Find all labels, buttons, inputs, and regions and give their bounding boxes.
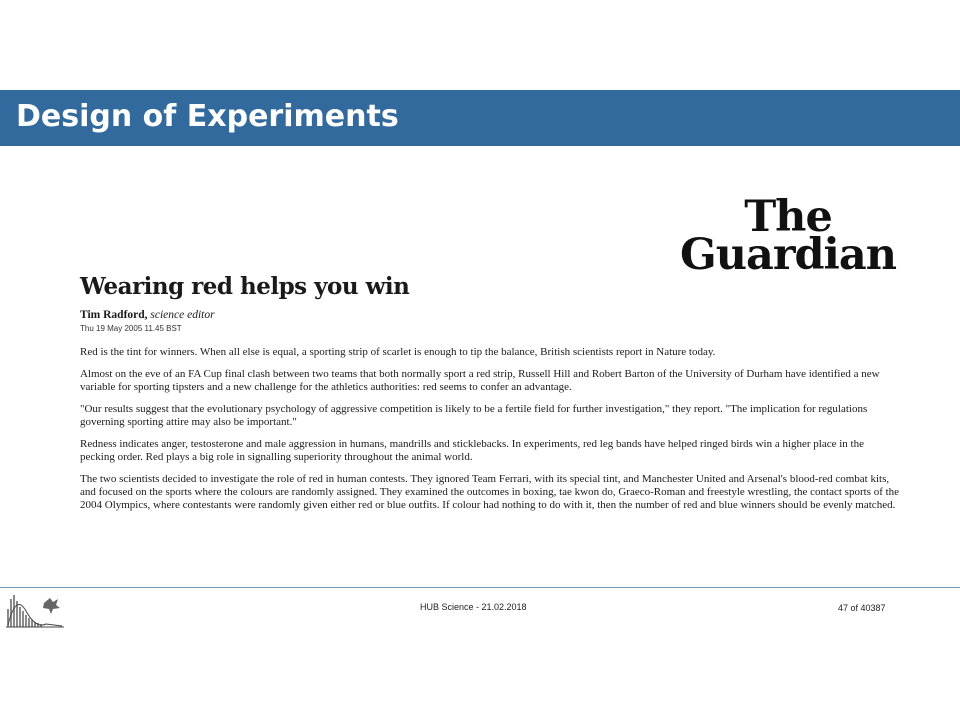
- article: [80, 272, 900, 521]
- slide-title: Design of Experiments: [16, 99, 399, 134]
- title-bar: [0, 90, 960, 146]
- article-paragraph-5: The two scientists decided to investigate the role of red in human contests. They ignored Team Ferrari, with its special tint, and Manchester United and Arsenal's blood-red combat kits, and focused on the sports where the colours are randomly assigned. They examined the outcomes in boxing, tae kwon do, Graeco-Roman and freestyle wrestling, the contact sports of the 2004 Olympics, where contestants were randomly given either red or blue outfits. If colour had nothing to do with it, then the number of red and blue winners should be evenly matched.: [80, 473, 900, 511]
- article-author-role: science editor: [150, 309, 215, 321]
- footer-divider: [0, 587, 960, 588]
- footer-page-number: 47 of 40387: [838, 603, 886, 613]
- article-paragraph-1: Red is the tint for winners. When all else is equal, a sporting strip of scarlet is enough to tip the balance, British scientists report in Nature today.: [80, 346, 716, 358]
- article-paragraph-2: Almost on the eve of an FA Cup final clash between two teams that both normally sport a red strip, Russell Hill and Robert Barton of the University of Durham have identified a new variable for sporting tipsters and a new challenge for the athletics authorities: red seems to confer an advantage.: [80, 368, 880, 393]
- article-headline: Wearing red helps you win: [80, 273, 410, 300]
- article-byline: [80, 308, 900, 323]
- article-author: Tim Radford,: [80, 309, 148, 321]
- article-paragraph-3: "Our results suggest that the evolutionary psychology of aggressive competition is likely to be a fertile field for further investigation," they report. "The implication for regulations governing sporting attire may also be important.": [80, 403, 868, 428]
- logo-line-1: The: [744, 192, 832, 242]
- footer-event-date: HUB Science - 21.02.2018: [420, 602, 527, 612]
- histogram-logo-icon: [6, 591, 64, 634]
- article-date: Thu 19 May 2005 11.45 BST: [80, 324, 182, 333]
- guardian-logo: [676, 192, 900, 280]
- logo-line-2: Guardian: [679, 230, 897, 280]
- article-paragraph-4: Redness indicates anger, testosterone and male aggression in humans, mandrills and sticklebacks. In experiments, red leg bands have helped ringed birds win a higher place in the pecking order. Red plays a big role in signalling superiority throughout the animal world.: [80, 438, 864, 463]
